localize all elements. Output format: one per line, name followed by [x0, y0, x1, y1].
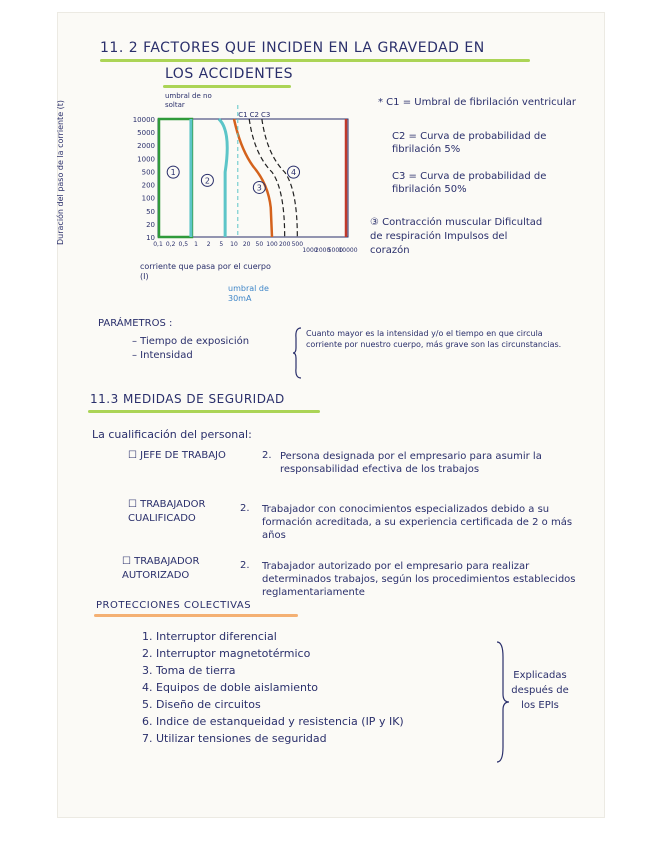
y-tick-label: 10: [146, 234, 155, 242]
proteccion-item: 5. Diseño de circuitos: [142, 698, 261, 711]
protecciones-highlight: [94, 614, 298, 617]
zone-2-boundary: [219, 119, 227, 237]
role-autorizado-desc: Trabajador autorizado por el empresario para realizar determinados trabajos, según los procedimientos establecidos reglamentariamente: [262, 561, 576, 598]
proteccion-item: 7. Utilizar tensiones de seguridad: [142, 732, 327, 745]
x-tick-label: 2000: [315, 247, 331, 254]
y-tick-label: 10000: [132, 116, 155, 124]
title-highlight-11-3: [88, 410, 320, 413]
role-jefe: ☐ JEFE DE TRABAJO: [128, 450, 226, 461]
brace-icon: [293, 328, 303, 378]
y-tick-label: 100: [141, 194, 155, 203]
brace-icon-protecciones: [497, 642, 509, 762]
x-tick-label: 50: [255, 241, 264, 248]
x-tick-label: 500: [291, 241, 304, 248]
x-tick-label: 20: [242, 241, 251, 248]
proteccion-item: 3. Toma de tierra: [142, 664, 236, 677]
x-tick-label: 1000: [302, 247, 318, 254]
proteccion-item: 2. Interruptor magnetotérmico: [142, 647, 311, 660]
x-tick-label: 10: [230, 241, 238, 248]
role-cualificado: ☐ TRABAJADOR CUALIFICADO: [128, 499, 206, 524]
zone-label: 1: [170, 168, 176, 178]
x-tick-label: 100: [266, 241, 278, 248]
note-c2: C2 = Curva de probabilidad de fibrilación 5%: [392, 131, 547, 155]
section-title-11-2: 11. 2 FACTORES QUE INCIDEN EN LA GRAVEDAD EN: [100, 40, 485, 56]
y-tick-label: 50: [146, 207, 155, 216]
zone-label: 3: [256, 183, 262, 193]
parametros-note: Cuanto mayor es la intensidad y/o el tiempo en que circula corriente por nuestro cuerpo, más grave son las circunstancias.: [306, 329, 562, 349]
note-c3: C3 = Curva de probabilidad de fibrilación 50%: [392, 171, 547, 195]
section-title-11-3: 11.3 MEDIDAS DE SEGURIDAD: [90, 392, 285, 406]
y-axis-label: Duración del paso de la corriente (t): [56, 99, 65, 245]
curve-label: C2: [249, 111, 259, 119]
x-tick-label: 2: [206, 241, 211, 248]
role-jefe-desc: Persona designada por el empresario para asumir la responsabilidad efectiva de los trabajos: [280, 451, 542, 475]
y-tick-label: 1000: [137, 155, 155, 164]
parametros-label: PARÁMETROS :: [98, 318, 173, 329]
role-autorizado: ☐ TRABAJADOR AUTORIZADO: [122, 556, 200, 581]
zone-label: 2: [204, 176, 210, 186]
annotation-umbral-30ma: umbral de 30mA: [228, 284, 269, 303]
electric-shock-zones-chart: [120, 111, 358, 275]
note-zone3: ③ Contracción muscular Dificultad de respiración Impulsos del corazón: [370, 217, 543, 256]
zone-label: 4: [290, 168, 297, 178]
proteccion-item: 1. Interruptor diferencial: [142, 630, 277, 643]
y-tick-label: 5000: [137, 129, 155, 138]
protecciones-side-note: Explicadas después de los EPIs: [511, 670, 569, 711]
cualificacion-intro: La cualificación del personal:: [92, 428, 252, 441]
parametro-tiempo: – Tiempo de exposición: [132, 336, 250, 347]
x-tick-label: 0,1: [153, 241, 163, 248]
y-tick-label: 200: [141, 181, 155, 190]
proteccion-item: 6. Indice de estanqueidad y resistencia (IP y IK): [142, 715, 404, 728]
curve-label: C3: [260, 111, 271, 119]
note-c1: * C1 = Umbral de fibrilación ventricular: [378, 97, 576, 108]
x-tick-label: 10000: [338, 247, 358, 254]
proteccion-item: 4. Equipos de doble aislamiento: [142, 681, 319, 694]
role-cualificado-desc: Trabajador con conocimientos especializados debido a su formación acreditada, a su experiencia certificada de 2 o más años: [262, 504, 573, 541]
section-title-11-2-line2: LOS ACCIDENTES: [165, 66, 294, 82]
y-tick-label: 20: [146, 220, 155, 229]
annotation-umbral-no-soltar: umbral de no soltar: [165, 92, 212, 109]
protecciones-title: PROTECCIONES COLECTIVAS: [96, 600, 252, 611]
curve-c2: [249, 119, 284, 237]
x-axis-label: corriente que pasa por el cuerpo (I): [140, 262, 271, 281]
x-tick-label: 5: [219, 241, 224, 248]
x-tick-label: 0,2: [165, 241, 176, 248]
x-tick-label: 0,5: [178, 241, 189, 248]
y-tick-label: 500: [141, 168, 155, 177]
x-tick-label: 200: [278, 241, 291, 248]
x-tick-label: 1: [194, 241, 198, 248]
title-highlight-line2: [163, 85, 291, 88]
parametro-intensidad: – Intensidad: [132, 350, 193, 361]
x-tick-label: 5000: [327, 247, 343, 254]
title-highlight: [100, 59, 530, 62]
y-tick-label: 2000: [137, 142, 155, 151]
curve-label: C1: [238, 111, 248, 119]
